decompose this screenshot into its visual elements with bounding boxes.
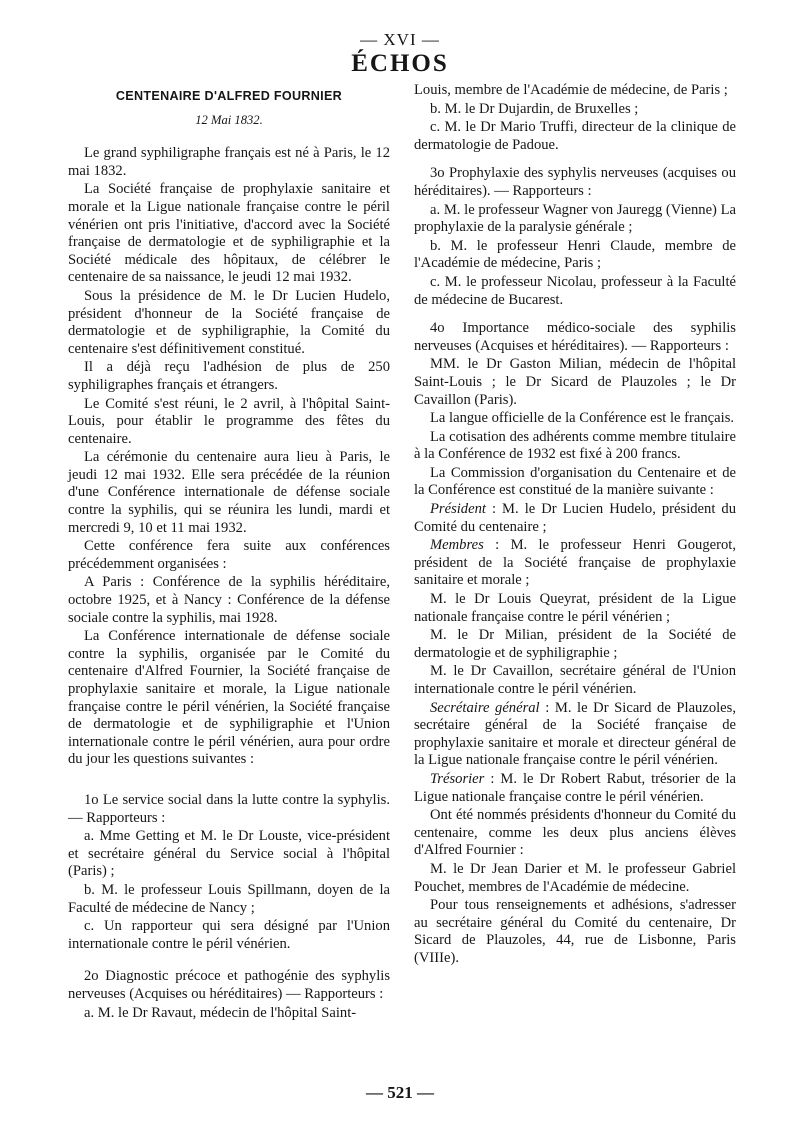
list-item: c. Un rapporteur qui sera désigné par l'Union internationale contre le péril vénérien.	[68, 918, 390, 952]
paragraph: M. le Dr Milian, président de la Société de dermatologie et de syphiligraphie ;	[414, 627, 736, 661]
paragraph: La Société française de prophylaxie sanitaire et morale et la Ligue nationale française contre le péril vénérien ont pris l'initiative, d'accord avec la Société française de dermatologie et de syphiligraphie et la Société médicale des hôpitaux, de célébrer le centenaire de sa naissance, le jeudi 12 mai 1932.	[68, 181, 390, 286]
paragraph: Le grand syphiligraphe français est né à Paris, le 12 mai 1832.	[68, 145, 390, 179]
list-item: c. M. le Dr Mario Truffi, directeur de la clinique de dermatologie de Padoue.	[414, 119, 736, 153]
list-item: b. M. le Dr Dujardin, de Bruxelles ;	[430, 100, 639, 117]
paragraph: M. le Dr Louis Queyrat, président de la Ligue nationale française contre le péril vénérien ;	[414, 591, 736, 625]
paragraph: La Conférence internationale de défense sociale contre la syphilis, organisée par le Comité du centenaire d'Alfred Fournier, la Société française de prophylaxie sanitaire et morale, la Ligue nationale française contre le péril vénérien, la Société française de dermatologie et de syphiligraphie et l'Union internationale contre le péril vénérien, aura pour ordre du jour les questions suivantes :	[68, 628, 390, 768]
paragraph: M. le Dr Jean Darier et M. le professeur Gabriel Pouchet, membres de l'Académie de médecine.	[414, 860, 736, 895]
topic-3-title: 3o Prophylaxie des syphylis nerveuses (acquises ou héréditaires).	[414, 165, 736, 199]
role-label: Trésorier	[430, 770, 485, 787]
topic-1-suffix: — Rapporteurs :	[68, 809, 166, 826]
spacer	[68, 770, 390, 792]
role-label: Président	[430, 501, 486, 518]
roman-folio: — XVI —	[360, 30, 440, 49]
topic-1-heading	[68, 792, 390, 827]
paragraph: Ont été nommés présidents d'honneur du Comité du centenaire, comme les deux plus anciens élèves d'Alfred Fournier :	[414, 807, 736, 859]
list-item: a. Mme Getting et M. le Dr Louste, vice-président et secrétaire général du Service social à l'hôpital (Paris) ;	[68, 828, 390, 880]
list-item: c. M. le professeur Nicolau, professeur à la Faculté de médecine de Bucarest.	[414, 273, 736, 308]
topic-4-heading	[414, 320, 736, 355]
role-text: : M. le professeur Henri Gougerot, président de la Société française de prophylaxie sanitaire et morale ;	[414, 537, 736, 589]
topic-2-heading	[68, 968, 390, 1003]
section-title: ÉCHOS	[351, 50, 449, 77]
paragraph: A Paris : Conférence de la syphilis héréditaire, octobre 1925, et à Nancy : Conférence de la défense sociale contre la syphilis, mai 1928.	[68, 574, 390, 626]
spacer	[414, 155, 736, 165]
committee-treasurer	[414, 771, 736, 806]
role-label: Membres	[430, 537, 484, 554]
topic-4-suffix: — Rapporteurs :	[627, 337, 729, 354]
spacer	[414, 310, 736, 320]
paragraph: La Commission d'organisation du Centenaire et de la Conférence est constitué de la manière suivante :	[414, 464, 736, 499]
role-text: : M. le Dr Robert Rabut, trésorier de la Ligue nationale française contre le péril vénérien.	[414, 770, 736, 805]
paragraph: La cérémonie du centenaire aura lieu à Paris, le jeudi 12 mai 1932. Elle sera précédée de la réunion d'une Conférence internationale de défense sociale contre la syphilis, qui se réunira les lundi, mardi et mercredi 9, 10 et 11 mai 1932.	[68, 449, 390, 536]
list-item: a. M. le professeur Wagner von Jauregg (Vienne) La prophylaxie de la paralysie générale ;	[414, 201, 736, 236]
left-column	[68, 88, 390, 1023]
paragraph: M. le Dr Cavaillon, secrétaire général de l'Union internationale contre le péril vénérien.	[414, 663, 736, 697]
paragraph: Pour tous renseignements et adhésions, s'adresser au secrétaire général du Comité du centenaire, Dr Sicard de Plauzoles, 44, rue de Lisbonne, Paris (VIIIe).	[414, 897, 736, 966]
list-item: MM. le Dr Gaston Milian, médecin de l'hôpital Saint-Louis ; le Dr Sicard de Plauzoles ; le Dr Cavaillon (Paris).	[414, 356, 736, 408]
topic-3-suffix: — Rapporteurs :	[490, 182, 592, 199]
committee-members	[414, 537, 736, 590]
role-text: : M. le Dr Lucien Hudelo, président du Comité du centenaire ;	[414, 501, 736, 535]
topic-3-heading	[414, 165, 736, 200]
list-item: b. M. le professeur Henri Claude, membre de l'Académie de médecine, Paris ;	[414, 237, 736, 272]
paragraph: La cotisation des adhérents comme membre titulaire à la Conférence de 1932 est fixé à 200 francs.	[414, 428, 736, 463]
paragraph-continuation: Louis, membre de l'Académie de médecine, de Paris ;	[414, 82, 728, 98]
topic-4-title: 4o Importance médico-sociale des syphilis nerveuses (Acquises et héréditaires).	[414, 320, 736, 354]
role-text: : M. le Dr Sicard de Plauzoles, secrétaire général de la Société française de prophylaxie sanitaire et morale et directeur général de la Ligue nationale française contre le péril vénérien.	[414, 699, 736, 769]
committee-secretary	[414, 700, 736, 770]
topic-2-suffix: — Rapporteurs :	[282, 985, 384, 1002]
spacer	[68, 954, 390, 968]
committee-president	[414, 501, 736, 536]
list-item: b. M. le professeur Louis Spillmann, doyen de la Faculté de médecine de Nancy ;	[68, 881, 390, 916]
paragraph: Il a déjà reçu l'adhésion de plus de 250 syphiligraphes français et étrangers.	[68, 359, 390, 393]
paragraph: La langue officielle de la Conférence est le français.	[430, 410, 735, 427]
article-date: 12 Mai 1832.	[195, 112, 263, 127]
paragraph: Sous la présidence de M. le Dr Lucien Hudelo, président d'honneur de la Société française de dermatologie et de syphiligraphie, la Comité du centenaire s'est définitivement constitué.	[68, 287, 390, 357]
topic-2-title: 2o Diagnostic précoce et pathogénie des syphylis nerveuses (Acquises ou héréditaires)	[68, 968, 390, 1002]
list-item: a. M. le Dr Ravaut, médecin de l'hôpital Saint-	[84, 1004, 357, 1021]
role-label: Secrétaire général	[430, 699, 540, 716]
page-number: — 521 —	[366, 1083, 434, 1102]
paragraph: Le Comité s'est réuni, le 2 avril, à l'hôpital Saint-Louis, pour établir le programme des fêtes du centenaire.	[68, 395, 390, 447]
paragraph: Cette conférence fera suite aux conférences précédemment organisées :	[68, 538, 390, 572]
article-title: CENTENAIRE D'ALFRED FOURNIER	[115, 89, 343, 103]
right-column	[414, 82, 736, 969]
topic-1-title: 1o Le service social dans la lutte contre la syphylis.	[84, 791, 390, 808]
